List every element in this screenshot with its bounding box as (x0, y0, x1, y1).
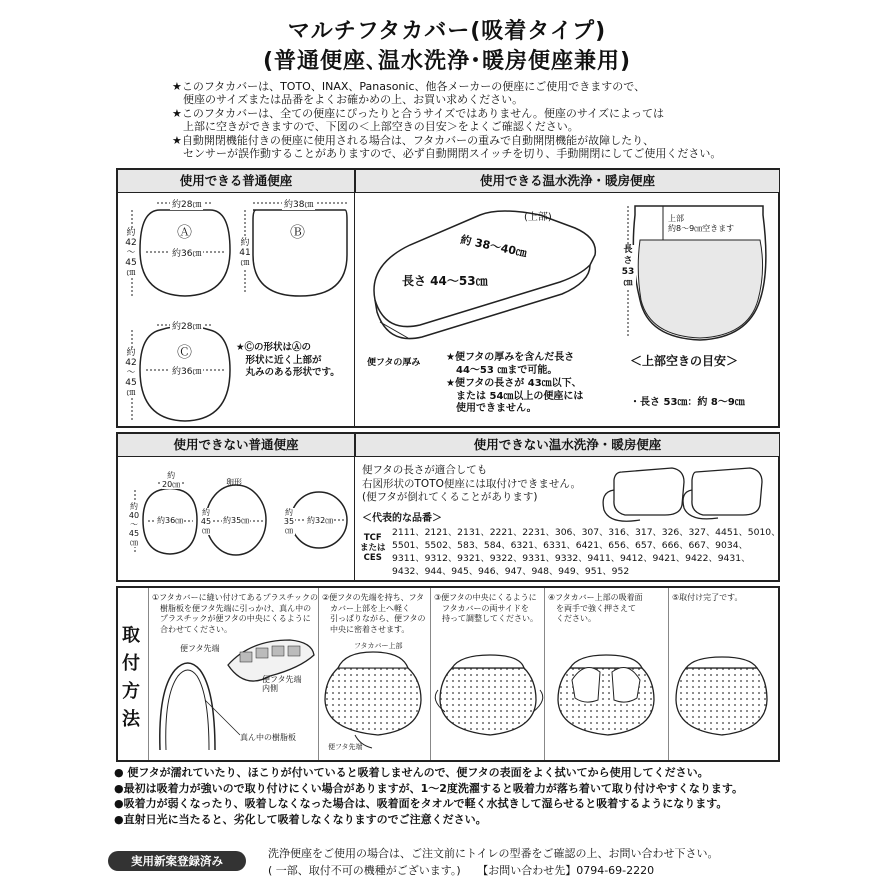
seat-c-height: 約 42 〜 45 ㎝ (125, 348, 137, 398)
care-note: ●吸着力が弱くなったり、吸着しなくなった場合は、吸着面をタオルで軽く水拭きして湿らせると吸着するようになります。 (114, 797, 728, 811)
seat-a-top-width: 約28㎝ (170, 197, 203, 210)
note-line: ★このフタカバーは、全ての便座にぴったりと合うサイズではありません。便座のサイズによっては (172, 106, 664, 120)
washlet-upper-label: (上部) (524, 212, 552, 223)
lid-tip-inner-label: 便フタ先端 内側 (262, 675, 302, 693)
page-subtitle: (普通便座､温水洗浄･暖房便座兼用) (262, 49, 632, 74)
models-brand: TCF または CES (360, 533, 386, 563)
lid-tip-label: 便フタ先端 (180, 644, 220, 653)
usable-standard-header: 使用できる普通便座 (118, 170, 354, 193)
mount-step-5-text: ⑤取付け完了です。 (672, 593, 743, 602)
seat-a-width: 約36㎝ (170, 246, 203, 259)
unusable-s2-width: 約35㎝ (223, 516, 250, 525)
unusable-washlet-text: 便フタの長さが適合しても 右図形状のTOTO便座には取付けできません。 (便フタが倒れてくることがあります) (362, 464, 581, 503)
unusable-standard-header: 使用できない普通便座 (118, 434, 354, 457)
usable-washlet-header: 使用できる温水洗浄・暖房便座 (355, 170, 779, 193)
contact-line: 洗浄便座をご使用の場合は、ご注文前にトイレの型番をご確認の上、お問い合わせ下さい。 (268, 847, 719, 860)
cover-top-label: フタカバー上部 (354, 642, 403, 650)
lid-tip-label-2: 便フタ先端 (328, 743, 363, 751)
note-line: 便座のサイズまたは品番をよくお確かめの上、お買い求めください。 (172, 93, 524, 107)
note-line: センサーが誤作動することがありますので、必ず自動開閉スイッチを切り、手動開閉にしてご使用ください。 (172, 147, 722, 161)
patent-badge: 実用新案登録済み (108, 851, 246, 871)
seat-b-letter: Ⓑ (290, 223, 306, 241)
unusable-s2-height: 約 45 ㎝ (200, 508, 212, 535)
unusable-s1-height: 約 40 〜 45 ㎝ (128, 502, 140, 547)
note-line: ★このフタカバーは、TOTO、INAX、Panasonic、他各メーカーの便座にご使用できますので、 (172, 80, 646, 93)
washlet-length-label: 長さ 44〜53㎝ (402, 274, 488, 288)
gap-guide-title: ＜上部空きの目安＞ (630, 354, 739, 368)
seat-b-top-width: 約38㎝ (282, 197, 315, 210)
seat-b-height: 約 41 ㎝ (239, 238, 251, 268)
care-note: ●直射日光に当たると、劣化して吸着しなくなりますのでご注意ください。 (114, 812, 487, 826)
unusable-s3-width: 約32㎝ (307, 516, 334, 525)
page-title: マルチフタカバー(吸着タイプ) (287, 19, 607, 44)
seat-c-note: ★Ⓒの形状はⒶの 形状に近く上部が 丸みのある形状です。 (236, 342, 340, 378)
seat-a-letter: Ⓐ (177, 223, 193, 241)
mounting-label: 取 付 方 法 (122, 625, 140, 730)
seat-c-letter: Ⓒ (177, 343, 193, 361)
note-line: 上部に空きができますので、下図の＜上部空きの目安＞をよくご確認ください。 (172, 120, 579, 134)
mount-step-3-text: ③便フタの中央にくるように フタカバーの両サイドを 持って調整してください。 (434, 593, 538, 623)
contact-info (268, 845, 718, 879)
washlet-note-1: ★便フタの厚みを含んだ長さ 44〜53 ㎝まで可能。 (446, 352, 575, 376)
center-plate-label: 真ん中の樹脂板 (240, 733, 296, 742)
models-title: ＜代表的な品番＞ (362, 513, 442, 524)
mount-step-1-text: ①フタカバーに縫い付けてあるプラスチックの 樹脂板を便フタ先端に引っかけ、真ん中の プラスチックが便フタの中央にくるように 合わせてください。 (152, 593, 318, 634)
washlet-gap-label: 上部 約8〜9㎝空きます (668, 214, 735, 233)
care-note: ●最初は吸着力が強いので取り付けにくい場合がありますが、1〜2度洗濯すると吸着力が落ち着いて取り付けやすくなります。 (114, 781, 744, 795)
unusable-s1-width: 約36㎝ (157, 516, 184, 525)
unusable-s3-height: 約 35 ㎝ (283, 508, 295, 535)
unusable-washlet-header: 使用できない温水洗浄・暖房便座 (355, 434, 779, 457)
washlet-note-2: ★便フタの長さが 43㎝以下、 または 54㎝以上の便座には 使用できません。 (446, 378, 584, 414)
care-note: ● 便フタが濡れていたり、ほこりが付いていると吸着しませんので、便フタの表面をよく拭いてから使用してください。 (114, 766, 709, 779)
seat-a-height: 約 42 〜 45 ㎝ (125, 228, 137, 278)
models-list: 2111、2121、2131、2221、2231、306、307、316、317、326、327、4451、5010、 5501、5502、583、584、6321、6331、6421、656、657、666、667、9034、 9311、9312、9321、9322、9331、9332、9411、9412、9421、9422、9431、 9432、944、945、946、947、948、949、951、952 (392, 527, 781, 577)
mount-step-2-text: ②便フタの先端を持ち、フタ カバー上部を上へ軽く 引っぱりながら、便フタの 中央に密着させます。 (322, 593, 426, 634)
gap-guide-item: ・長さ 53㎝：約 8〜9㎝ (630, 397, 745, 408)
unusable-s2-top: 卵形 (226, 478, 242, 487)
seat-c-width: 約36㎝ (170, 364, 203, 377)
washlet-side-length: 長 さ 53 ㎝ (621, 245, 635, 288)
care-notes (114, 765, 743, 827)
contact-line: ( 一部、取付不可の機種がございます。) 【お問い合わせ先】0794-69-2220 (268, 864, 655, 877)
note-line: ★自動開閉機能付きの便座に使用される場合は、フタカバーの重みで自動開閉機能が故障したり、 (172, 133, 655, 147)
unusable-s1-top: 約 20㎝ (162, 471, 181, 489)
washlet-width-label: 約 38〜40㎝ (459, 233, 528, 260)
lid-thickness-label: 便フタの厚み (367, 358, 421, 368)
mount-step-4-text: ④フタカバー上部の吸着面 を両手で強く押さえて ください。 (548, 593, 643, 623)
seat-c-top-width: 約28㎝ (170, 319, 203, 332)
